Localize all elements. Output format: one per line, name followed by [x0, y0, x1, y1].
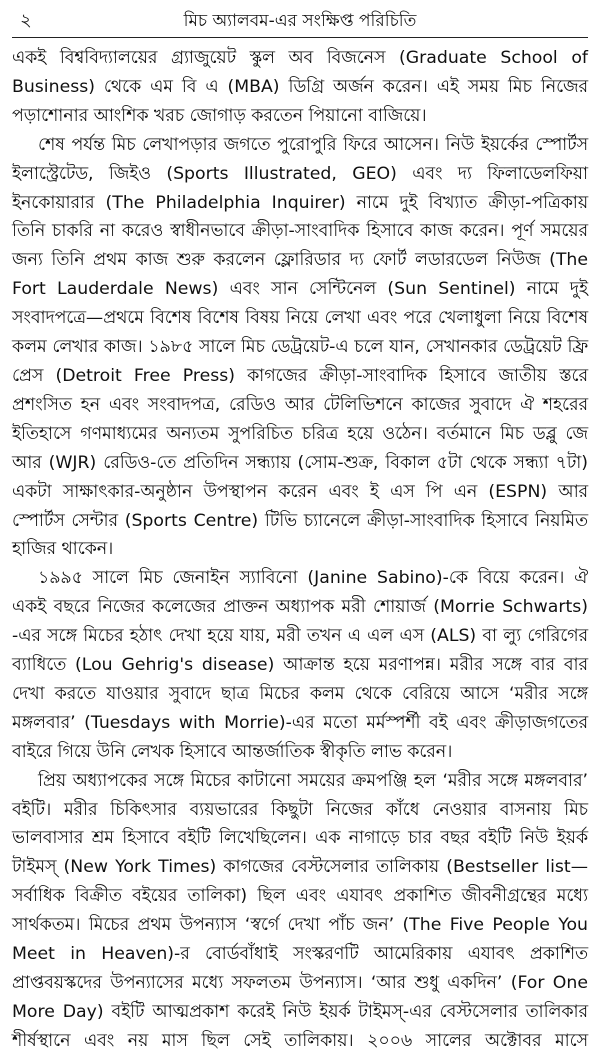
page-number: ২: [20, 10, 32, 31]
paragraph: ১৯৯৫ সালে মিচ জেনাইন স্যাবিনো (Janine Sabino)-কে বিয়ে করেন। ঐ একই বছরে নিজের কলেজের প্রাক্তন অধ্যাপক মরী শোয়ার্জ (Morrie Schwarts) -এর সঙ্গে মিচের হঠাৎ দেখা হয়ে যায়, মরী তখন এ এল এস (ALS) বা ল্যু গেরিগের ব্যাধিতে (Lou Gehrig's disease) আক্রান্ত হয়ে মরণাপন্ন। মরীর সঙ্গে বার বার দেখা করতে যাওয়ার সুবাদে ছাত্র মিচের কলম থেকে বেরিয়ে আসে ‘মরীর সঙ্গে মঙ্গলবার’ (Tuesdays with Morrie)-এর মতো মর্মস্পর্শী বই এবং ক্রীড়াজগতের বাইরে গিয়ে উনি লেখক হিসাবে আন্তর্জাতিক স্বীকৃতি লাভ করেন।: [12, 568, 588, 762]
paragraph: শেষ পর্যন্ত মিচ লেখাপড়ার জগতে পুরোপুরি ফিরে আসেন। নিউ ইয়র্কের স্পোর্টস ইলাস্ট্রেটেড, জিইও (Sports Illustrated, GEO) এবং দ্য ফিলাডেলফিয়া ইনকোয়ারার (The Philadelphia Inquirer) নামে দুই বিখ্যাত ক্রীড়া-পত্রিকায় তিনি চাকরি না করেও স্বাধীনভাবে ক্রীড়া-সাংবাদিক হিসাবে কাজ করেন। পূর্ণ সময়ের জন্য তিনি প্রথম কাজ শুরু করলেন ফ্লোরিডার দ্য ফোর্ট লডারডেল নিউজ (The Fort Lauderdale News) এবং সান সেন্টিনেল (Sun Sentinel) নামে দুই সংবাদপত্রে—প্রথমে বিশেষ বিশেষ বিষয় নিয়ে লেখা এবং পরে খেলাধুলা নিয়ে বিশেষ কলম লেখার কাজ। ১৯৮৫ সালে মিচ ডেট্রয়েট-এ চলে যান, সেখানকার ডেট্রয়েট ফ্রি প্রেস (Detroit Free Press) কাগজের ক্রীড়া-সাংবাদিক হিসাবে জাতীয় স্তরে প্রশংসিত হন এবং সংবাদপত্র, রেডিও আর টেলিভিশনে কাজের সুবাদে ঐ শহরের ইতিহাসে গণমাধ্যমের অন্যতম সুপরিচিত চরিত্র হয়ে ওঠেন। বর্তমানে মিচ ডব্লু জে আর (WJR) রেডিও-তে প্রতিদিন সন্ধ্যায় (সোম-শুক্র, বিকাল ৫টা থেকে সন্ধ্যা ৭টা) একটা সাক্ষাৎকার-অনুষ্ঠান উপস্থাপন করেন এবং ই এস পি এন (ESPN) আর স্পোর্টস সেন্টার (Sports Centre) টিভি চ্যানেলে ক্রীড়া-সাংবাদিক হিসাবে নিয়মিত হাজির থাকেন।: [12, 134, 588, 560]
page-body: [12, 38, 588, 1056]
page-header: [12, 0, 588, 38]
paragraph: একই বিশ্ববিদ্যালয়ের গ্র্যাজুয়েট স্কুল অব বিজনেস (Graduate School of Business) থেকে এম বি এ (MBA) ডিগ্রি অর্জন করেন। এই সময় মিচ নিজের পড়াশোনার আংশিক খরচ জোগাড় করতেন পিয়ানো বাজিয়ে।: [12, 48, 588, 126]
paragraph: প্রিয় অধ্যাপকের সঙ্গে মিচের কাটানো সময়ের ক্রমপঞ্জি হল ‘মরীর সঙ্গে মঙ্গলবার’ বইটি। মরীর চিকিৎসার ব্যয়ভারের কিছুটা নিজের কাঁধে নেওয়ার বাসনায় মিচ ভালবাসার শ্রম হিসাবে বইটি লিখেছিলেন। এক নাগাড়ে চার বছর বইটি নিউ ইয়র্ক টাইমস্ (New York Times) কাগজের বেস্টসেলার তালিকায় (Bestseller list—সর্বাধিক বিক্রীত বইয়ের তালিকা) ছিল এবং এযাবৎ প্রকাশিত জীবনীগ্রন্থের মধ্যে সার্থকতম। মিচের প্রথম উপন্যাস ‘স্বর্গে দেখা পাঁচ জন’ (The Five People You Meet in Heaven)-র বোর্ডবাঁধাই সংস্করণটি আমেরিকায় এযাবৎ প্রকাশিত প্রাপ্তবয়স্কদের উপন্যাসের মধ্যে সফলতম উপন্যাস। ‘আর শুধু একদিন’ (For One More Day) বইটি আত্মপ্রকাশ করেই নিউ ইয়র্ক টাইমস্-এর বেস্টসেলার তালিকার শীর্ষস্থানে এবং নয় মাস ছিল সেই তালিকায়। ২০০৬ সালের অক্টোবর মাসে: [12, 770, 588, 1051]
running-title: মিচ অ্যালবম-এর সংক্ষিপ্ত পরিচিতি: [183, 11, 417, 31]
